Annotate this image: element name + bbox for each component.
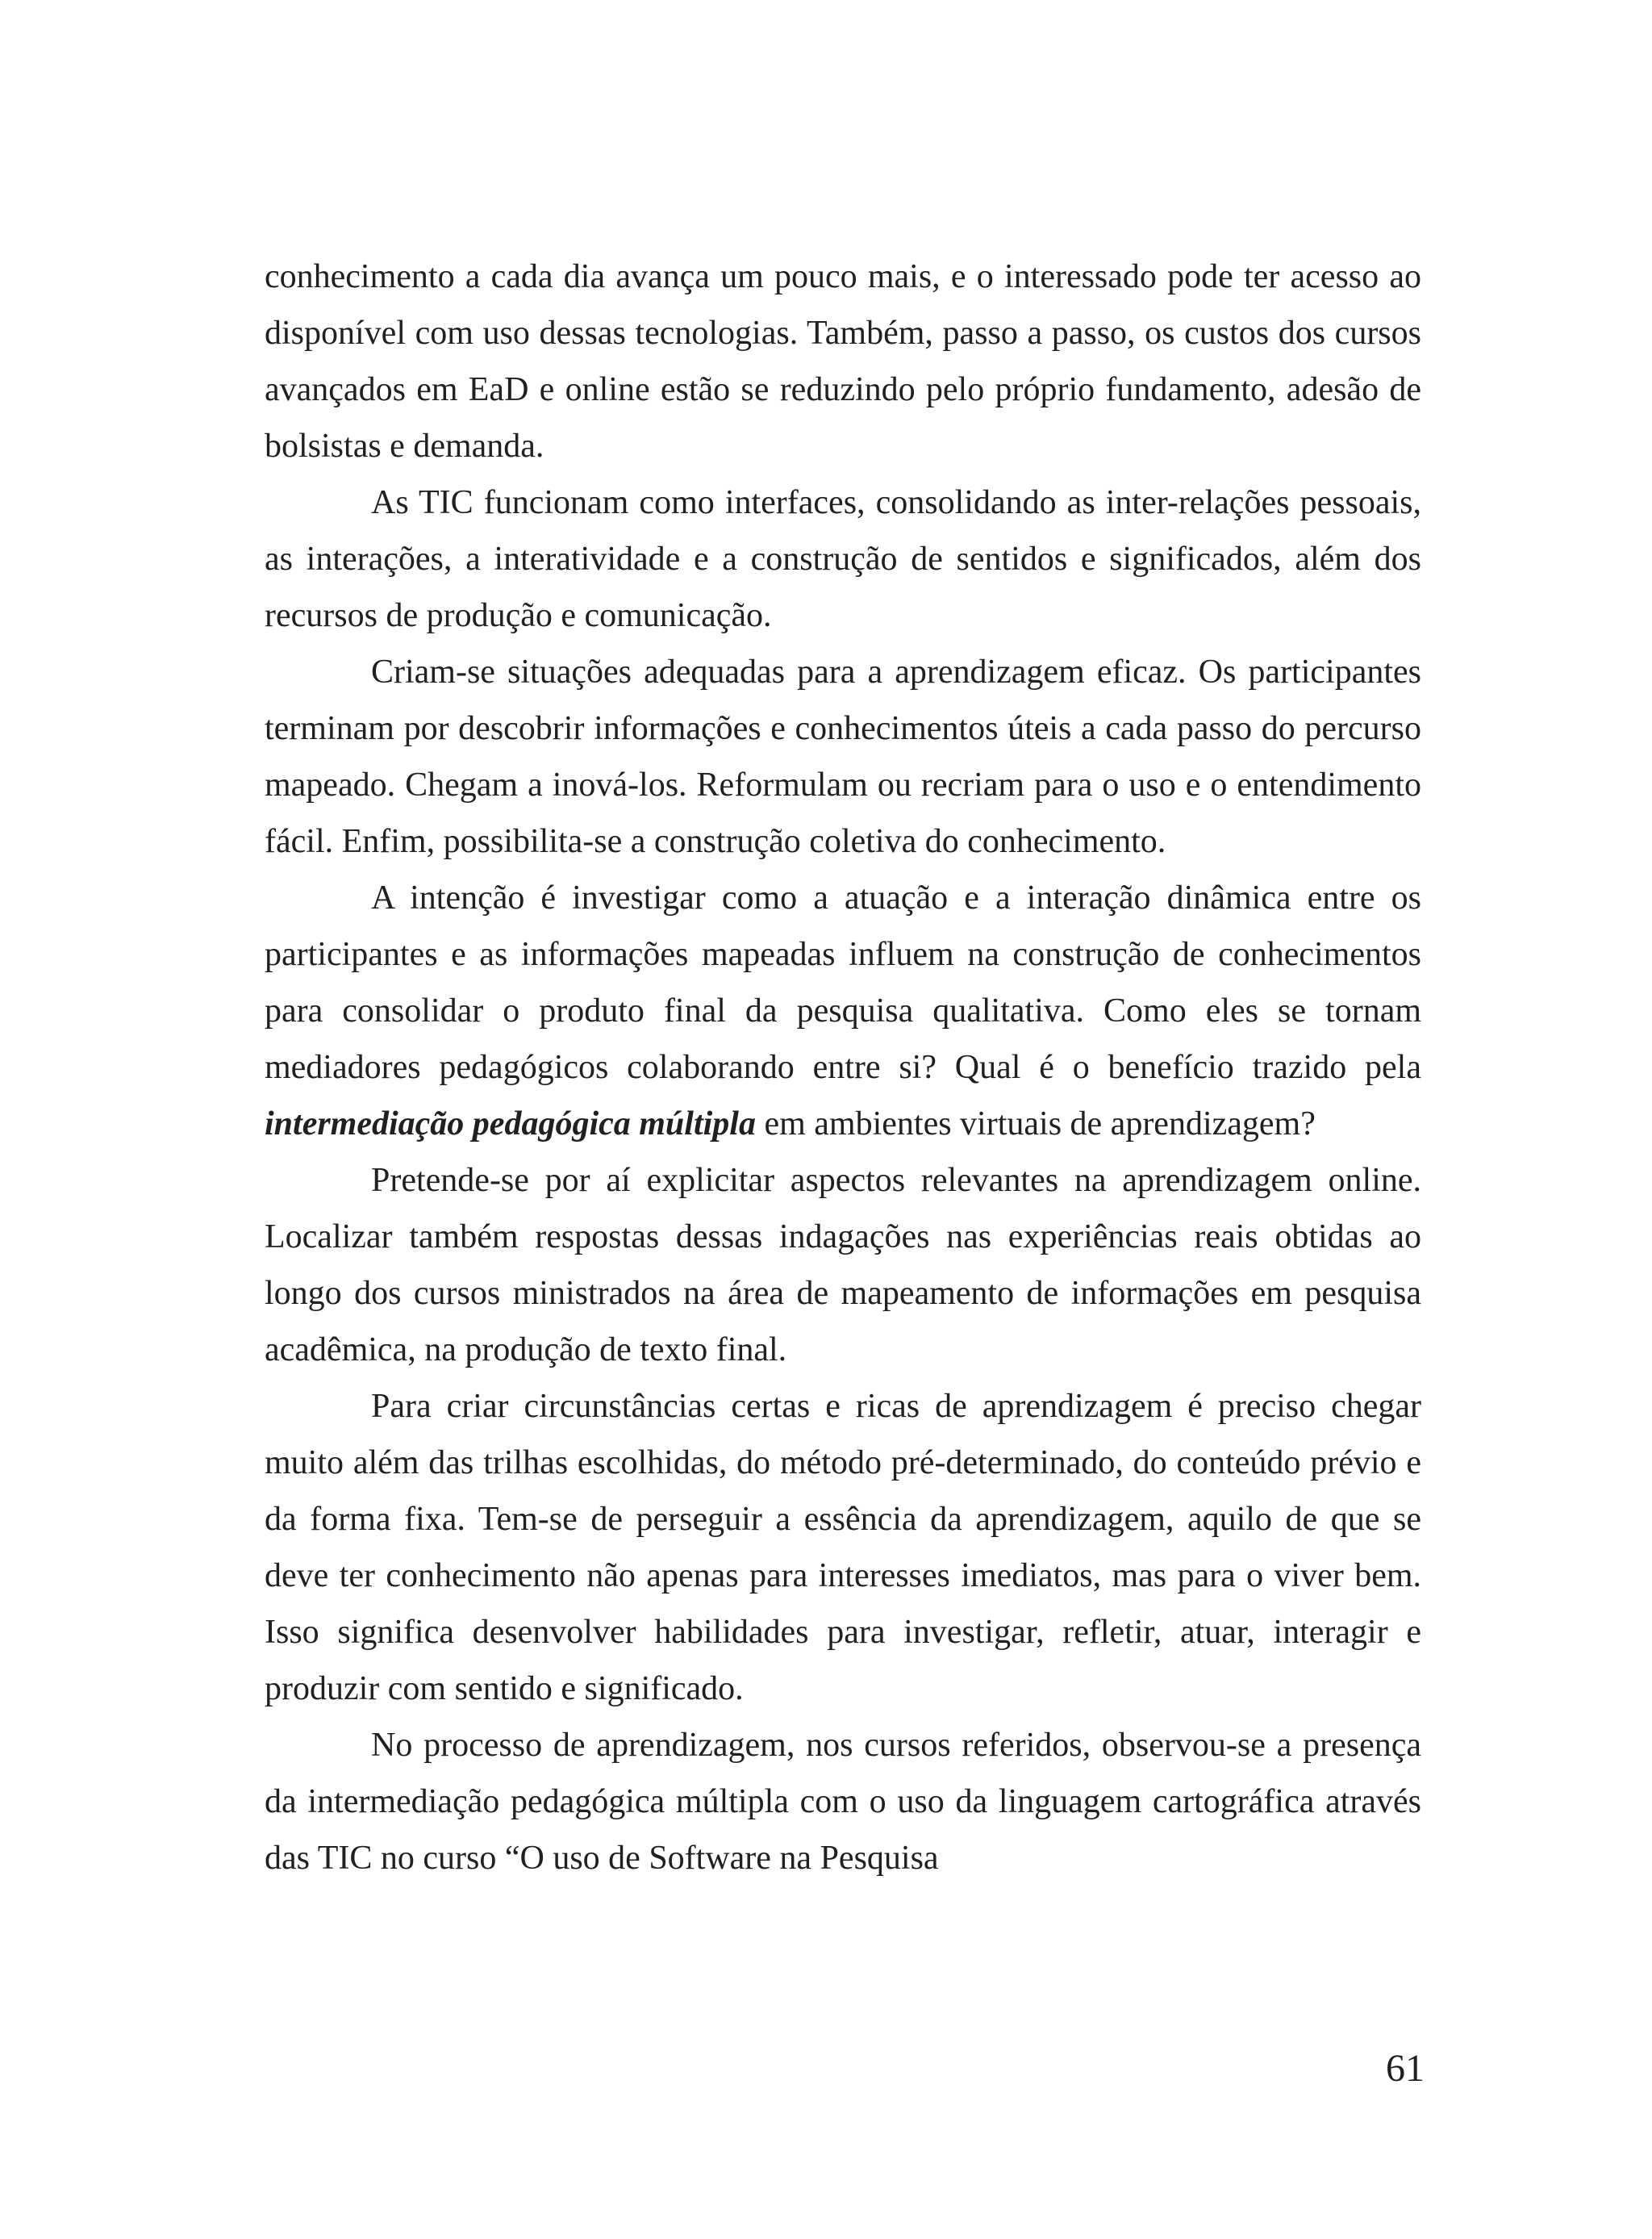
emphasized-term: intermediação pedagógica múltipla bbox=[265, 1105, 756, 1142]
paragraph-tic-interfaces: As TIC funcionam como interfaces, consolidando as inter-relações pessoais, as interações, a interatividade e a construção de sentidos e significados, além dos recursos de produção e comunicação. bbox=[265, 484, 1421, 634]
paragraph-learning-situations: Criam-se situações adequadas para a aprendizagem eficaz. Os participantes terminam por descobrir informações e conhecimentos úteis a cada passo do percurso mapeado. Chegam a inová-los. Reformulam ou recriam para o uso e o entendimento fácil. Enfim, possibilita-se a construção coletiva do conhecimento. bbox=[265, 654, 1421, 860]
paragraph-online-aspects: Pretende-se por aí explicitar aspectos relevantes na aprendizagem online. Localizar também respostas dessas indagações nas experiências reais obtidas ao longo dos cursos ministrados na área de mapeamento de informações em pesquisa acadêmica, na produção de texto final. bbox=[265, 1162, 1421, 1368]
paragraph-research-intention bbox=[265, 870, 1421, 1152]
paragraph-learning-process: No processo de aprendizagem, nos cursos referidos, observou-se a presença da intermediação pedagógica múltipla com o uso da linguagem cartográfica através das TIC no curso “O uso de Software na Pesquisa bbox=[265, 1727, 1421, 1877]
paragraph-text: A intenção é investigar como a atuação e a interação dinâmica entre os participantes e as informações mapeadas influem na construção de conhecimentos para consolidar o produto final da pesquisa qualitativa. Como eles se tornam mediadores pedagógicos colaborando entre si? Qual é o benefício trazido pela bbox=[265, 879, 1421, 1086]
page-number: 61 bbox=[1386, 2047, 1425, 2090]
paragraph-learning-circumstances: Para criar circunstâncias certas e ricas de aprendizagem é preciso chegar muito além das trilhas escolhidas, do método pré-determinado, do conteúdo prévio e da forma fixa. Tem-se de perseguir a essência da aprendizagem, aquilo de que se deve ter conhecimento não apenas para interesses imediatos, mas para o viver bem. Isso significa desenvolver habilidades para investigar, refletir, atuar, interagir e produzir com sentido e significado. bbox=[265, 1388, 1421, 1707]
paragraph-continuation: conhecimento a cada dia avança um pouco mais, e o interessado pode ter acesso ao disponível com uso dessas tecnologias. Também, passo a passo, os custos dos cursos avançados em EaD e online estão se reduzindo pelo próprio fundamento, adesão de bolsistas e demanda. bbox=[265, 258, 1421, 465]
paragraph-text: em ambientes virtuais de aprendizagem? bbox=[755, 1105, 1316, 1142]
body-text bbox=[265, 249, 1421, 1886]
